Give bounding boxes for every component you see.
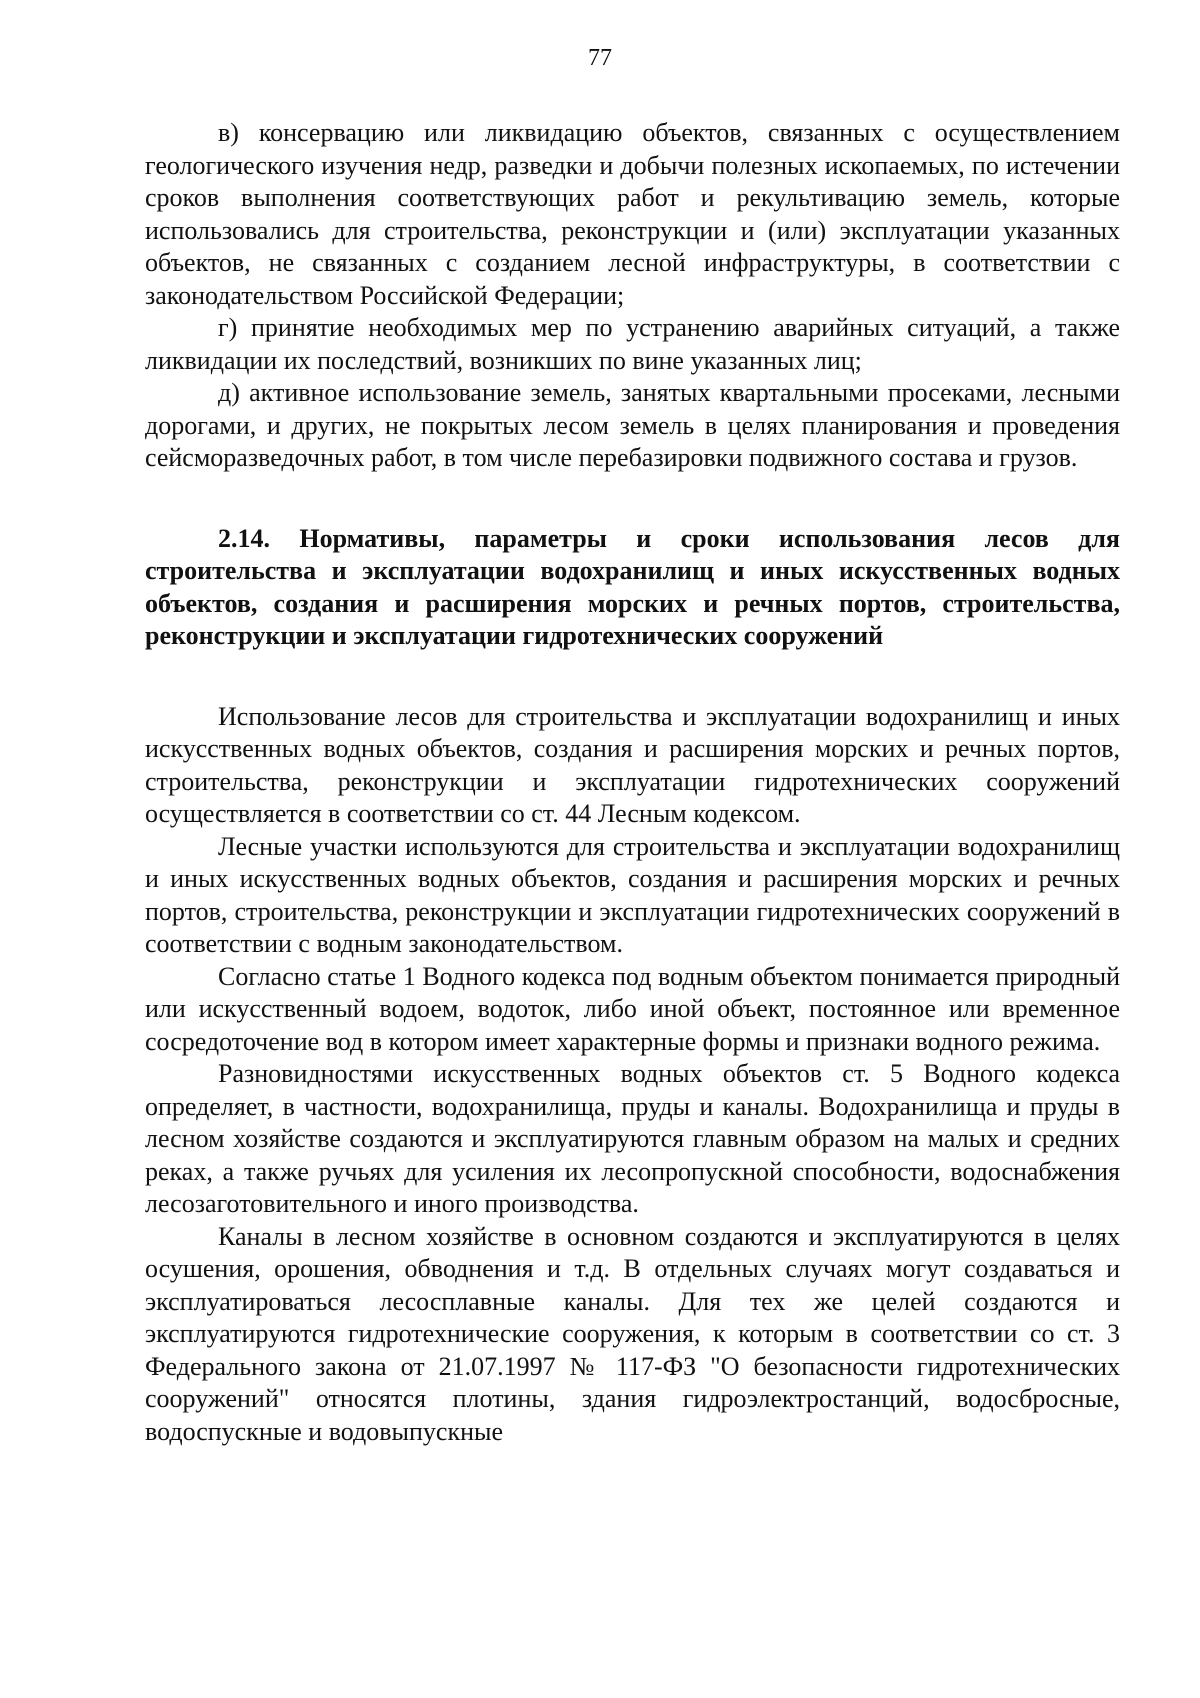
body-paragraph: Разновидностями искусственных водных объектов ст. 5 Водного кодекса определяет, в частности, водохранилища, пруды и каналы. Водохранилища и пруды в лесном хозяйстве создаются и эксплуатируются главным образом на малых и средних реках, а также ручьях для усиления их лесопропускной способности, водоснабжения лесозаготовительного и иного производства. xyxy=(145,1059,1120,1218)
spacer xyxy=(145,653,1120,701)
paragraph-item-v: в) консервацию или ликвидацию объектов, связанных с осуществлением геологического изучения недр, разведки и добычи полезных ископаемых, по истечении сроков выполнения соответствующих работ и рекультивацию земель, которые использовались для строительства, реконструкции и (или) эксплуатации указанных объектов, не связанных с созданием лесной инфраструктуры, в соответствии с законодательством Российской Федерации; xyxy=(145,118,1120,310)
section-heading: 2.14. Нормативы, параметры и сроки использования лесов для строительства и эксплуатации водохранилищ и иных искусственных водных объектов, создания и расширения морских и речных портов, строительства, реконструкции и эксплуатации гидротехнических сооружений xyxy=(145,523,1120,650)
paragraph-item-g: г) принятие необходимых мер по устранению аварийных ситуаций, а также ликвидации их последствий, возникших по вине указанных лиц; xyxy=(145,313,1120,375)
body-paragraph: Каналы в лесном хозяйстве в основном создаются и эксплуатируются в целях осушения, орошения, обводнения и т.д. В отдельных случаях могут создаваться и эксплуатироваться лесосплавные каналы. Для тех же целей создаются и эксплуатируются гидротехнические сооружения, к которым в соответствии со ст. 3 Федерального закона от 21.07.1997 № 117-ФЗ "О безопасности гидротехнических сооружений" относятся плотины, здания гидроэлектростанций, водосбросные, водоспускные и водовыпускные xyxy=(145,1221,1120,1446)
body-paragraph: Использование лесов для строительства и эксплуатации водохранилищ и иных искусственных водных объектов, создания и расширения морских и речных портов, строительства, реконструкции и эксплуатации гидротехнических сооружений осуществляется в соответствии со ст. 44 Лесным кодексом. xyxy=(145,701,1120,828)
page-content xyxy=(145,117,1120,1448)
spacer xyxy=(145,475,1120,523)
paragraph-item-d: д) активное использование земель, занятых квартальными просеками, лесными дорогами, и других, не покрытых лесом земель в целях планирования и проведения сейсморазведочных работ, в том числе перебазировки подвижного состава и грузов. xyxy=(145,378,1120,472)
page-number: 77 xyxy=(588,45,612,71)
body-paragraph: Лесные участки используются для строительства и эксплуатации водохранилищ и иных искусственных водных объектов, создания и расширения морских и речных портов, строительства, реконструкции и эксплуатации гидротехнических сооружений в соответствии с водным законодательством. xyxy=(145,831,1120,958)
body-paragraph: Согласно статье 1 Водного кодекса под водным объектом понимается природный или искусственный водоем, водоток, либо иной объект, постоянное или временное сосредоточение вод в котором имеет характерные формы и признаки водного режима. xyxy=(145,961,1120,1056)
